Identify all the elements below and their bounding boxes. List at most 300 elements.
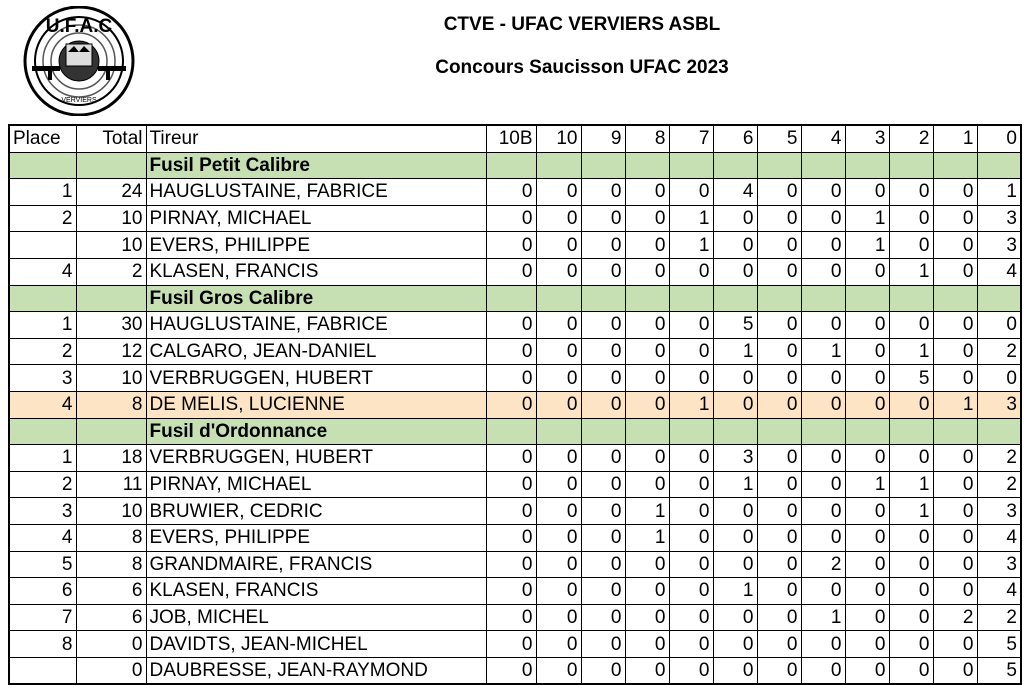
score-cell: 0	[669, 578, 713, 605]
total-cell: 0	[76, 657, 146, 684]
table-row	[9, 471, 1021, 498]
score-cell: 0	[757, 205, 801, 232]
score-cell: 0	[757, 179, 801, 206]
shooter-name: GRANDMAIRE, FRANCIS	[146, 551, 486, 578]
score-cell: 0	[669, 365, 713, 392]
score-cell: 0	[801, 631, 845, 658]
category-score-cell	[625, 418, 669, 445]
score-cell: 0	[581, 365, 625, 392]
total-cell: 10	[76, 232, 146, 259]
shooter-name: EVERS, PHILIPPE	[146, 524, 486, 551]
score-cell: 0	[757, 391, 801, 418]
header-row	[9, 125, 1021, 152]
score-cell: 1	[889, 471, 933, 498]
category-score-cell	[757, 285, 801, 312]
score-cell: 0	[933, 338, 977, 365]
score-cell: 0	[933, 578, 977, 605]
score-cell: 1	[845, 205, 889, 232]
score-cell: 3	[977, 551, 1021, 578]
score-cell: 0	[669, 498, 713, 525]
score-cell: 0	[486, 338, 536, 365]
score-cell: 0	[536, 391, 581, 418]
category-total-cell	[76, 418, 146, 445]
score-cell: 1	[669, 205, 713, 232]
score-cell: 0	[757, 258, 801, 285]
score-cell: 0	[889, 232, 933, 259]
score-cell: 0	[486, 445, 536, 472]
score-cell: 1	[669, 391, 713, 418]
score-cell: 0	[581, 498, 625, 525]
place-cell: 2	[9, 205, 76, 232]
score-cell: 1	[801, 604, 845, 631]
score-cell: 0	[933, 258, 977, 285]
score-cell: 0	[581, 445, 625, 472]
score-cell: 0	[801, 578, 845, 605]
score-cell: 0	[486, 631, 536, 658]
place-cell: 6	[9, 578, 76, 605]
category-score-cell	[977, 152, 1021, 179]
score-cell: 0	[889, 391, 933, 418]
place-cell: 2	[9, 471, 76, 498]
score-cell: 0	[669, 258, 713, 285]
score-cell: 0	[536, 498, 581, 525]
table-row	[9, 631, 1021, 658]
shooter-name: CALGARO, JEAN-DANIEL	[146, 338, 486, 365]
total-cell: 0	[76, 631, 146, 658]
score-cell: 0	[845, 445, 889, 472]
score-cell: 0	[486, 524, 536, 551]
score-cell: 0	[801, 179, 845, 206]
col-header-score: 1	[933, 125, 977, 152]
score-cell: 0	[486, 391, 536, 418]
score-cell: 0	[486, 258, 536, 285]
score-cell: 3	[977, 391, 1021, 418]
score-cell: 0	[889, 445, 933, 472]
score-cell: 0	[536, 657, 581, 684]
score-cell: 0	[845, 578, 889, 605]
place-cell: 1	[9, 312, 76, 339]
score-cell: 0	[669, 524, 713, 551]
shooter-name: VERBRUGGEN, HUBERT	[146, 365, 486, 392]
score-cell: 0	[581, 471, 625, 498]
score-cell: 0	[845, 657, 889, 684]
score-cell: 0	[625, 258, 669, 285]
score-cell: 0	[801, 471, 845, 498]
score-cell: 0	[486, 471, 536, 498]
place-cell: 3	[9, 365, 76, 392]
col-header-score: 4	[801, 125, 845, 152]
score-cell: 1	[889, 498, 933, 525]
shooter-name: DAUBRESSE, JEAN-RAYMOND	[146, 657, 486, 684]
col-header-score: 10B	[486, 125, 536, 152]
score-cell: 0	[713, 232, 757, 259]
score-cell: 1	[845, 232, 889, 259]
place-cell: 5	[9, 551, 76, 578]
score-cell: 0	[933, 471, 977, 498]
shooter-name: HAUGLUSTAINE, FABRICE	[146, 179, 486, 206]
category-score-cell	[801, 418, 845, 445]
category-score-cell	[581, 285, 625, 312]
category-score-cell	[933, 285, 977, 312]
score-cell: 0	[757, 551, 801, 578]
total-cell: 10	[76, 205, 146, 232]
score-cell: 0	[625, 205, 669, 232]
score-cell: 3	[977, 232, 1021, 259]
score-cell: 0	[536, 312, 581, 339]
place-cell: 8	[9, 631, 76, 658]
category-score-cell	[625, 152, 669, 179]
category-score-cell	[845, 418, 889, 445]
table-row	[9, 338, 1021, 365]
category-score-cell	[669, 152, 713, 179]
col-header-score: 7	[669, 125, 713, 152]
category-score-cell	[801, 152, 845, 179]
score-cell: 0	[581, 205, 625, 232]
score-cell: 1	[977, 179, 1021, 206]
category-score-cell	[486, 285, 536, 312]
score-cell: 0	[486, 498, 536, 525]
category-score-cell	[669, 418, 713, 445]
total-cell: 18	[76, 445, 146, 472]
score-cell: 0	[581, 604, 625, 631]
score-cell: 0	[845, 604, 889, 631]
score-cell: 0	[486, 179, 536, 206]
category-name: Fusil Gros Calibre	[146, 285, 486, 312]
score-cell: 0	[713, 258, 757, 285]
score-cell: 5	[977, 631, 1021, 658]
table-row	[9, 232, 1021, 259]
svg-text:U.F.A.C: U.F.A.C	[45, 16, 113, 37]
category-score-cell	[713, 418, 757, 445]
category-row	[9, 152, 1021, 179]
score-cell: 3	[713, 445, 757, 472]
total-cell: 6	[76, 578, 146, 605]
score-cell: 0	[845, 524, 889, 551]
category-place-cell	[9, 285, 76, 312]
category-score-cell	[486, 152, 536, 179]
score-cell: 0	[536, 445, 581, 472]
score-cell: 0	[889, 631, 933, 658]
score-cell: 0	[536, 258, 581, 285]
place-cell: 2	[9, 338, 76, 365]
score-cell: 0	[713, 631, 757, 658]
score-cell: 0	[625, 578, 669, 605]
score-cell: 0	[889, 657, 933, 684]
score-cell: 3	[977, 498, 1021, 525]
score-cell: 2	[977, 445, 1021, 472]
score-cell: 0	[669, 551, 713, 578]
shooter-name: DE MELIS, LUCIENNE	[146, 391, 486, 418]
page-subtitle: Concours Saucisson UFAC 2023	[435, 57, 729, 78]
shooter-name: KLASEN, FRANCIS	[146, 258, 486, 285]
category-score-cell	[933, 152, 977, 179]
score-cell: 0	[581, 551, 625, 578]
score-cell: 0	[625, 657, 669, 684]
score-cell: 1	[669, 232, 713, 259]
shooter-name: VERBRUGGEN, HUBERT	[146, 445, 486, 472]
category-total-cell	[76, 152, 146, 179]
total-cell: 8	[76, 551, 146, 578]
score-cell: 0	[757, 604, 801, 631]
category-score-cell	[889, 285, 933, 312]
shooter-name: JOB, MICHEL	[146, 604, 486, 631]
score-cell: 0	[757, 498, 801, 525]
score-cell: 0	[625, 391, 669, 418]
score-cell: 0	[757, 657, 801, 684]
score-cell: 0	[581, 179, 625, 206]
score-cell: 1	[889, 258, 933, 285]
score-cell: 0	[845, 179, 889, 206]
score-cell: 0	[889, 578, 933, 605]
category-score-cell	[977, 418, 1021, 445]
score-cell: 1	[625, 498, 669, 525]
score-cell: 0	[625, 365, 669, 392]
total-cell: 24	[76, 179, 146, 206]
score-cell: 1	[801, 338, 845, 365]
results-body	[9, 152, 1021, 684]
score-cell: 0	[845, 365, 889, 392]
table-row	[9, 179, 1021, 206]
score-cell: 0	[486, 365, 536, 392]
category-score-cell	[977, 285, 1021, 312]
category-place-cell	[9, 418, 76, 445]
table-row	[9, 657, 1021, 684]
shooter-name: KLASEN, FRANCIS	[146, 578, 486, 605]
score-cell: 0	[486, 205, 536, 232]
score-cell: 0	[581, 631, 625, 658]
category-score-cell	[536, 152, 581, 179]
score-cell: 0	[581, 312, 625, 339]
score-cell: 0	[933, 205, 977, 232]
col-header-score: 2	[889, 125, 933, 152]
results-table	[8, 124, 1022, 685]
col-header-total: Total	[76, 125, 146, 152]
category-score-cell	[713, 152, 757, 179]
score-cell: 0	[625, 471, 669, 498]
svg-text:VERVIERS: VERVIERS	[61, 97, 97, 104]
page-title: CTVE - UFAC VERVIERS ASBL	[443, 14, 721, 35]
score-cell: 0	[933, 498, 977, 525]
score-cell: 0	[669, 445, 713, 472]
score-cell: 0	[581, 338, 625, 365]
table-row	[9, 365, 1021, 392]
score-cell: 0	[977, 312, 1021, 339]
score-cell: 0	[713, 604, 757, 631]
score-cell: 4	[713, 179, 757, 206]
score-cell: 0	[713, 551, 757, 578]
score-cell: 0	[801, 205, 845, 232]
score-cell: 2	[801, 551, 845, 578]
col-header-score: 8	[625, 125, 669, 152]
shooter-name: DAVIDTS, JEAN-MICHEL	[146, 631, 486, 658]
score-cell: 0	[933, 445, 977, 472]
score-cell: 0	[889, 312, 933, 339]
col-header-score: 9	[581, 125, 625, 152]
total-cell: 8	[76, 524, 146, 551]
total-cell: 30	[76, 312, 146, 339]
col-header-score: 5	[757, 125, 801, 152]
score-cell: 1	[713, 471, 757, 498]
category-place-cell	[9, 152, 76, 179]
score-cell: 0	[889, 524, 933, 551]
score-cell: 0	[713, 205, 757, 232]
score-cell: 0	[536, 631, 581, 658]
score-cell: 0	[669, 338, 713, 365]
score-cell: 0	[713, 365, 757, 392]
score-cell: 0	[933, 631, 977, 658]
score-cell: 0	[845, 498, 889, 525]
score-cell: 0	[581, 391, 625, 418]
score-cell: 0	[625, 179, 669, 206]
score-cell: 0	[801, 365, 845, 392]
category-score-cell	[713, 285, 757, 312]
shooter-name: PIRNAY, MICHAEL	[146, 471, 486, 498]
score-cell: 2	[977, 471, 1021, 498]
category-score-cell	[581, 152, 625, 179]
col-header-place: Place	[9, 125, 76, 152]
score-cell: 1	[713, 578, 757, 605]
category-row	[9, 285, 1021, 312]
score-cell: 0	[889, 604, 933, 631]
score-cell: 0	[801, 312, 845, 339]
score-cell: 5	[889, 365, 933, 392]
score-cell: 0	[536, 524, 581, 551]
category-score-cell	[486, 418, 536, 445]
score-cell: 1	[845, 471, 889, 498]
score-cell: 1	[625, 524, 669, 551]
score-cell: 0	[801, 498, 845, 525]
place-cell: 3	[9, 498, 76, 525]
category-score-cell	[669, 285, 713, 312]
score-cell: 0	[801, 391, 845, 418]
score-cell: 2	[977, 338, 1021, 365]
place-cell	[9, 657, 76, 684]
table-row	[9, 205, 1021, 232]
score-cell: 0	[845, 391, 889, 418]
score-cell: 0	[801, 232, 845, 259]
score-cell: 0	[757, 445, 801, 472]
score-cell: 0	[581, 258, 625, 285]
score-cell: 0	[757, 524, 801, 551]
score-cell: 3	[977, 205, 1021, 232]
score-cell: 0	[536, 604, 581, 631]
col-header-score: 10	[536, 125, 581, 152]
category-score-cell	[845, 152, 889, 179]
table-row	[9, 312, 1021, 339]
score-cell: 0	[889, 179, 933, 206]
score-cell: 0	[801, 524, 845, 551]
score-cell: 5	[713, 312, 757, 339]
score-cell: 0	[536, 179, 581, 206]
place-cell: 4	[9, 524, 76, 551]
score-cell: 0	[801, 445, 845, 472]
score-cell: 0	[933, 551, 977, 578]
place-cell: 4	[9, 258, 76, 285]
category-score-cell	[757, 152, 801, 179]
score-cell: 0	[757, 578, 801, 605]
table-row	[9, 604, 1021, 631]
score-cell: 0	[536, 578, 581, 605]
score-cell: 0	[713, 657, 757, 684]
score-cell: 0	[933, 312, 977, 339]
total-cell: 11	[76, 471, 146, 498]
table-row	[9, 498, 1021, 525]
score-cell: 0	[669, 631, 713, 658]
col-header-score: 6	[713, 125, 757, 152]
score-cell: 0	[581, 524, 625, 551]
table-row	[9, 258, 1021, 285]
score-cell: 1	[889, 338, 933, 365]
score-cell: 4	[977, 524, 1021, 551]
place-cell: 1	[9, 445, 76, 472]
score-cell: 0	[845, 338, 889, 365]
score-cell: 0	[889, 551, 933, 578]
score-cell: 0	[581, 232, 625, 259]
score-cell: 0	[757, 471, 801, 498]
score-cell: 0	[845, 551, 889, 578]
score-cell: 0	[845, 258, 889, 285]
place-cell: 1	[9, 179, 76, 206]
place-cell	[9, 232, 76, 259]
category-score-cell	[801, 285, 845, 312]
score-cell: 0	[933, 232, 977, 259]
score-cell: 0	[713, 524, 757, 551]
score-cell: 0	[669, 604, 713, 631]
score-cell: 0	[757, 312, 801, 339]
category-name: Fusil Petit Calibre	[146, 152, 486, 179]
score-cell: 4	[977, 578, 1021, 605]
score-cell: 0	[625, 232, 669, 259]
place-cell: 7	[9, 604, 76, 631]
score-cell: 0	[977, 365, 1021, 392]
shooter-name: EVERS, PHILIPPE	[146, 232, 486, 259]
shooter-name: PIRNAY, MICHAEL	[146, 205, 486, 232]
score-cell: 0	[933, 657, 977, 684]
score-cell: 0	[536, 551, 581, 578]
col-header-score: 0	[977, 125, 1021, 152]
shooter-name: BRUWIER, CEDRIC	[146, 498, 486, 525]
category-score-cell	[845, 285, 889, 312]
score-cell: 0	[801, 258, 845, 285]
total-cell: 10	[76, 365, 146, 392]
score-cell: 1	[713, 338, 757, 365]
table-row	[9, 524, 1021, 551]
score-cell: 0	[669, 657, 713, 684]
score-cell: 0	[486, 312, 536, 339]
score-cell: 0	[625, 312, 669, 339]
score-cell: 0	[536, 365, 581, 392]
category-score-cell	[625, 285, 669, 312]
score-cell: 0	[625, 551, 669, 578]
score-cell: 0	[581, 657, 625, 684]
category-score-cell	[889, 418, 933, 445]
score-cell: 0	[933, 179, 977, 206]
total-cell: 10	[76, 498, 146, 525]
score-cell: 0	[536, 471, 581, 498]
score-cell: 0	[625, 338, 669, 365]
total-cell: 2	[76, 258, 146, 285]
total-cell: 12	[76, 338, 146, 365]
score-cell: 0	[486, 604, 536, 631]
category-row	[9, 418, 1021, 445]
category-score-cell	[581, 418, 625, 445]
shooter-name: HAUGLUSTAINE, FABRICE	[146, 312, 486, 339]
score-cell: 0	[757, 232, 801, 259]
category-score-cell	[889, 152, 933, 179]
col-header-tireur: Tireur	[146, 125, 486, 152]
score-cell: 0	[486, 551, 536, 578]
score-cell: 2	[933, 604, 977, 631]
